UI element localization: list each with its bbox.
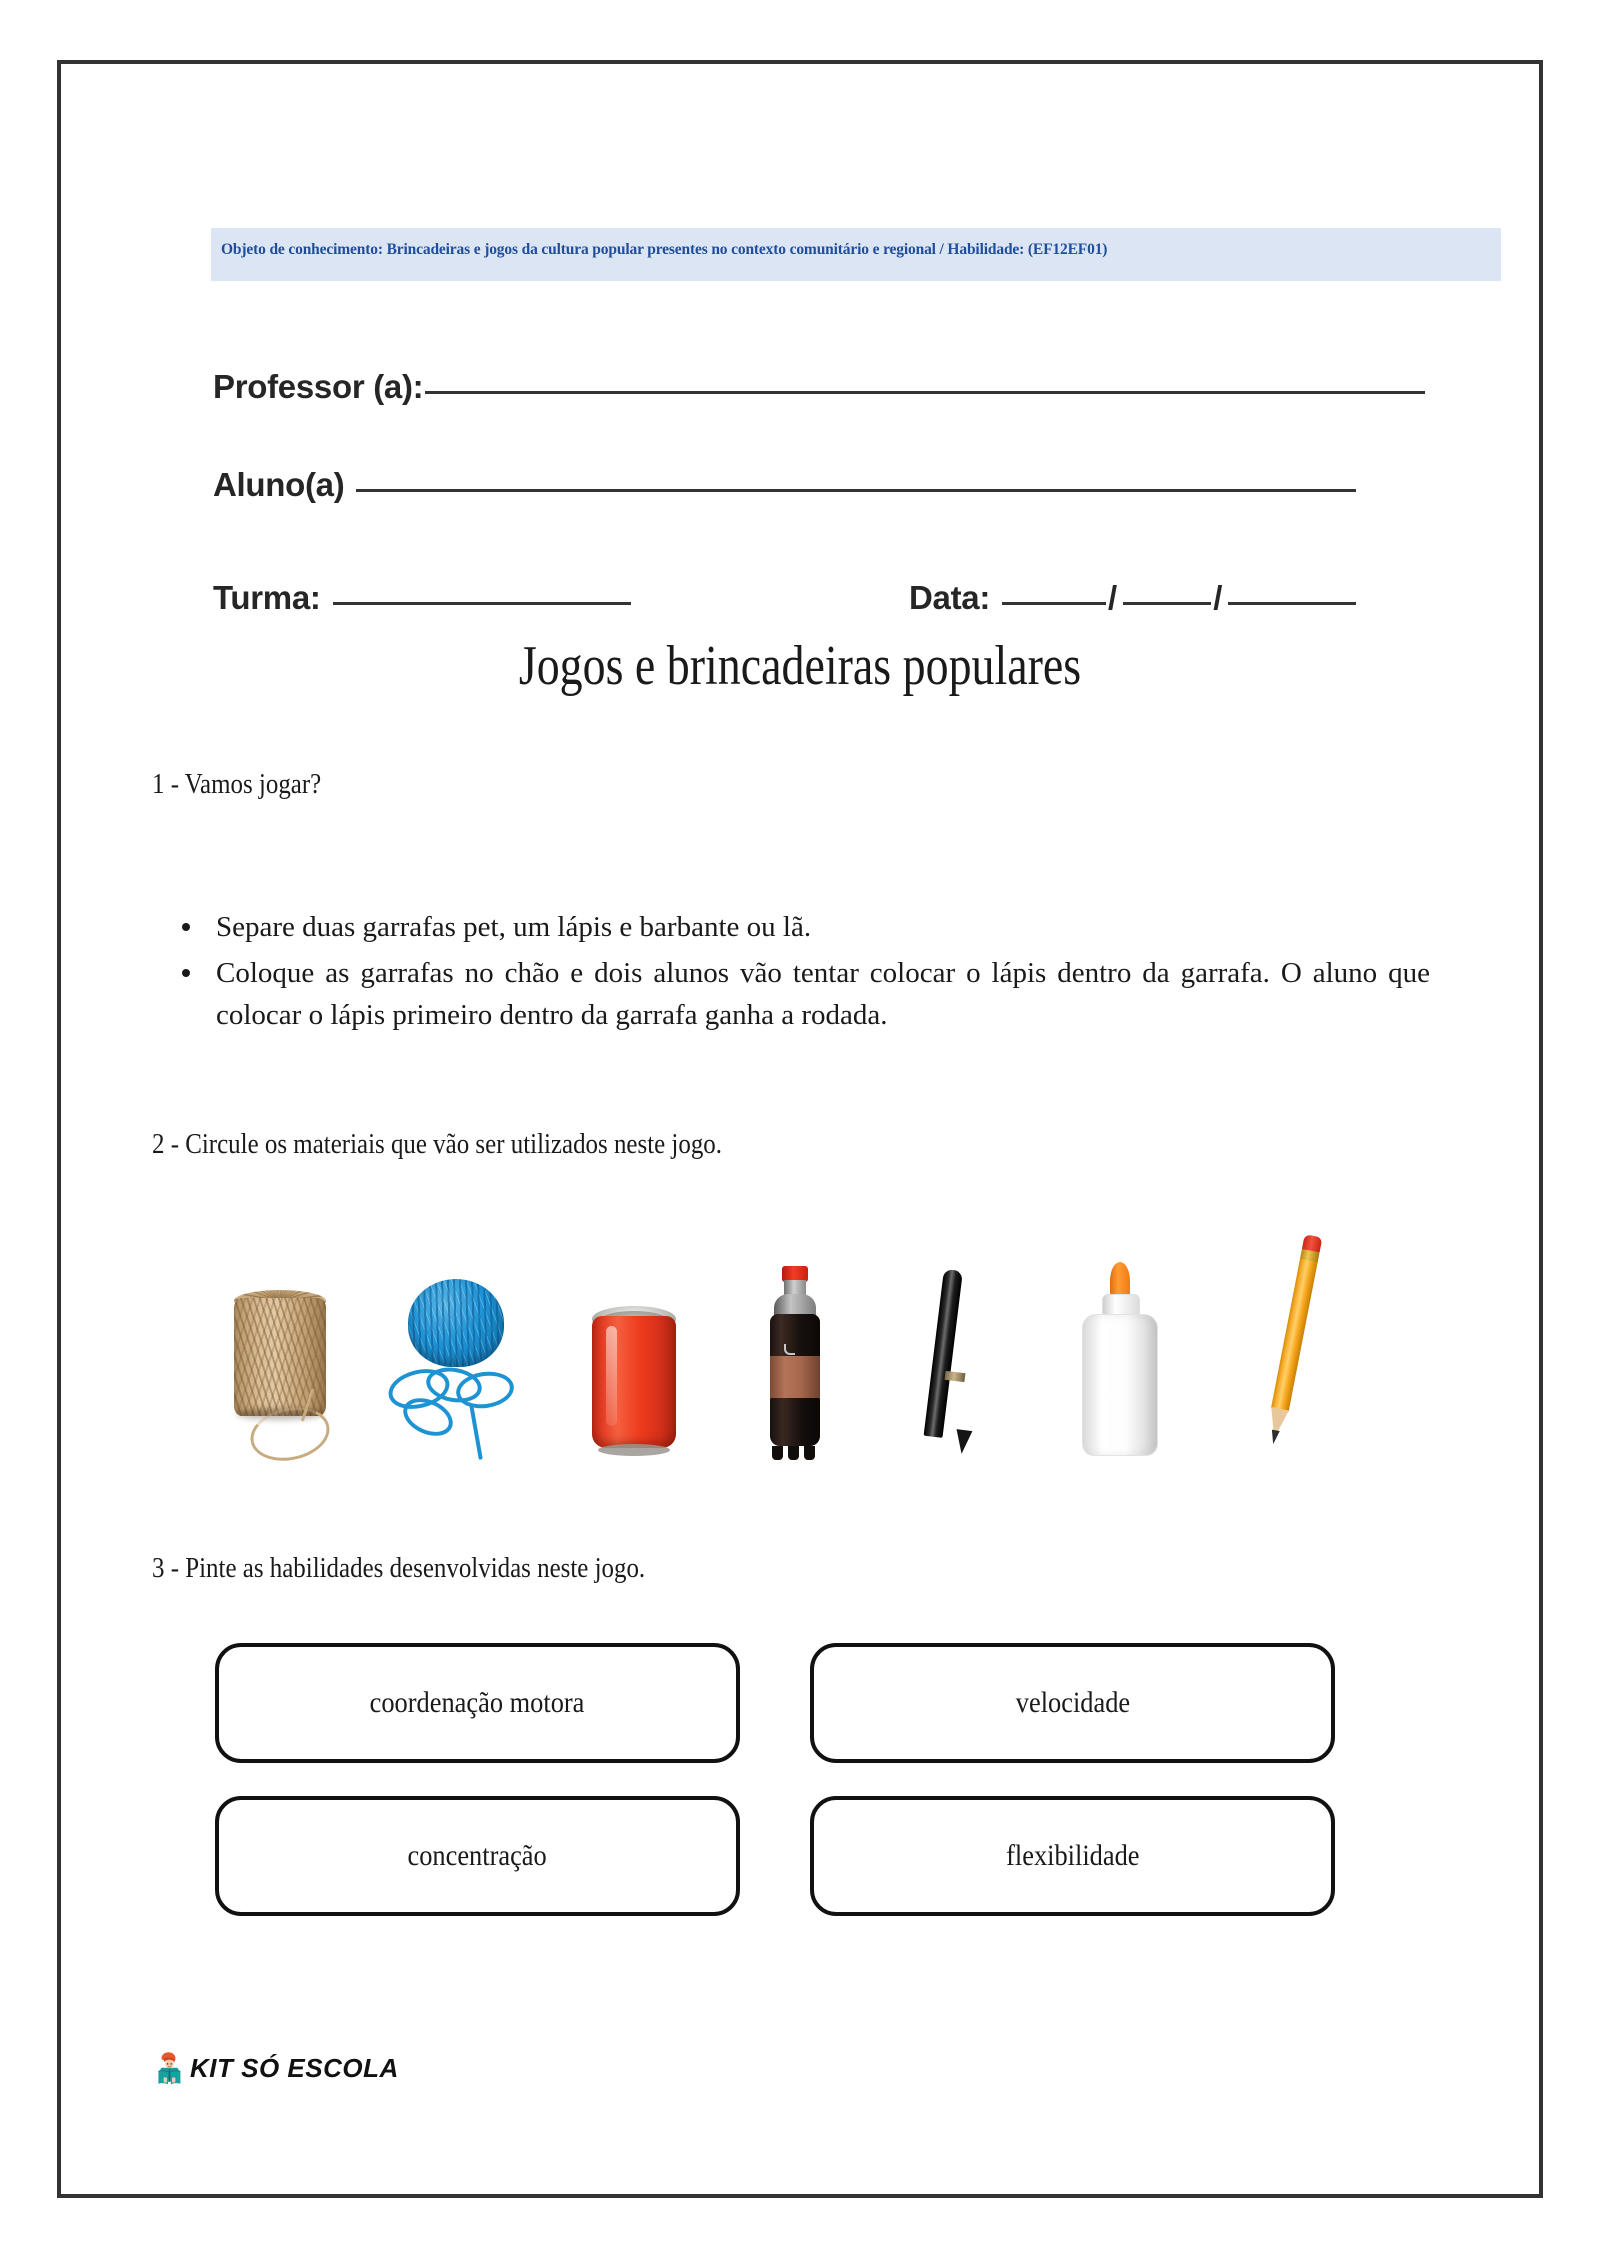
- turma-label: Turma:: [213, 579, 321, 616]
- pencil-lead: [1269, 1430, 1280, 1445]
- instruction-text: Coloque as garrafas no chão e dois alunos vão tentar colocar o lápis dentro da garrafa. O aluno que colocar o lápis primeiro dentro da garrafa ganha a rodada.: [216, 957, 1430, 1032]
- skills-row: [215, 1643, 1335, 1763]
- child-reading-book-icon: [152, 2050, 188, 2086]
- page-title: Jogos e brincadeiras populares: [518, 635, 1082, 697]
- question-1-text: 1 - Vamos jogar?: [152, 768, 322, 800]
- soda-can-body: [592, 1316, 676, 1448]
- professor-input-line[interactable]: [425, 391, 1425, 394]
- aluno-label: Aluno(a): [213, 466, 345, 503]
- list-item: [180, 906, 1430, 948]
- yarn-ball-icon[interactable]: [380, 1255, 530, 1460]
- data-day-input-line[interactable]: [1002, 602, 1106, 605]
- skill-label: concentração: [407, 1839, 548, 1872]
- site-logo: [152, 2050, 399, 2086]
- skill-box-coordenacao-motora[interactable]: [215, 1643, 740, 1763]
- pen-tip: [954, 1429, 973, 1455]
- soda-can-highlight: [606, 1326, 617, 1426]
- bottle-lower-body: [770, 1398, 820, 1446]
- skill-label: coordenação motora: [370, 1686, 585, 1719]
- data-separator-2: /: [1213, 579, 1223, 616]
- logo-text: KIT SÓ ESCOLA: [190, 2052, 399, 2083]
- data-year-input-line[interactable]: [1228, 602, 1356, 605]
- data-separator-1: /: [1108, 579, 1118, 616]
- instructions-list: [180, 906, 1430, 1040]
- question-2-text: 2 - Circule os materiais que vão ser utilizados neste jogo.: [152, 1128, 723, 1160]
- professor-field-row: [213, 368, 1425, 406]
- data-month-input-line[interactable]: [1123, 602, 1211, 605]
- bottle-foot: [772, 1446, 783, 1460]
- knowledge-object-banner: [211, 228, 1501, 281]
- skill-box-velocidade[interactable]: [810, 1643, 1335, 1763]
- skill-box-concentracao[interactable]: [215, 1796, 740, 1916]
- yarn-ball-body: [408, 1279, 504, 1367]
- pencil-icon[interactable]: [1235, 1230, 1365, 1460]
- yarn-thread-tail: [469, 1404, 483, 1460]
- knowledge-object-text: Objeto de conhecimento: Brincadeiras e jogos da cultura popular presentes no contexto comunitário e regional / Habilidade: (EF12EF01): [221, 241, 1108, 258]
- turma-input-line[interactable]: [333, 602, 631, 605]
- question-3-text: 3 - Pinte as habilidades desenvolvidas neste jogo.: [152, 1552, 646, 1584]
- list-item: [180, 952, 1430, 1036]
- aluno-input-line[interactable]: [356, 489, 1356, 492]
- instruction-text: Separe duas garrafas pet, um lápis e barbante ou lã.: [216, 911, 812, 943]
- pen-icon[interactable]: [900, 1260, 1010, 1460]
- data-label: Data:: [909, 579, 991, 616]
- aluno-field-row: [213, 466, 1356, 504]
- glue-bottle-body: [1082, 1314, 1158, 1456]
- skill-label: flexibilidade: [1005, 1839, 1140, 1872]
- pencil-barrel: [1271, 1259, 1318, 1412]
- turma-field-row: [213, 579, 631, 617]
- twine-spool-icon[interactable]: [220, 1270, 340, 1460]
- bottle-foot: [788, 1446, 799, 1460]
- data-field-row: [909, 579, 1356, 617]
- twine-spool-body: [234, 1298, 326, 1416]
- cola-bottle-icon[interactable]: [740, 1260, 850, 1460]
- bottle-foot: [804, 1446, 815, 1460]
- materials-image-row: [180, 1210, 1400, 1460]
- glue-bottle-icon[interactable]: [1060, 1248, 1180, 1460]
- professor-label: Professor (a):: [213, 368, 424, 405]
- skill-label: velocidade: [1015, 1686, 1130, 1719]
- bottle-label-band: [770, 1356, 820, 1400]
- soda-can-icon[interactable]: [580, 1290, 690, 1460]
- skill-box-flexibilidade[interactable]: [810, 1796, 1335, 1916]
- soda-can-base: [598, 1444, 670, 1456]
- skills-grid: [215, 1643, 1335, 1949]
- pencil-shape: [1263, 1234, 1324, 1450]
- skills-row: [215, 1796, 1335, 1916]
- bottle-highlight: [784, 1344, 795, 1355]
- pen-barrel: [924, 1269, 963, 1438]
